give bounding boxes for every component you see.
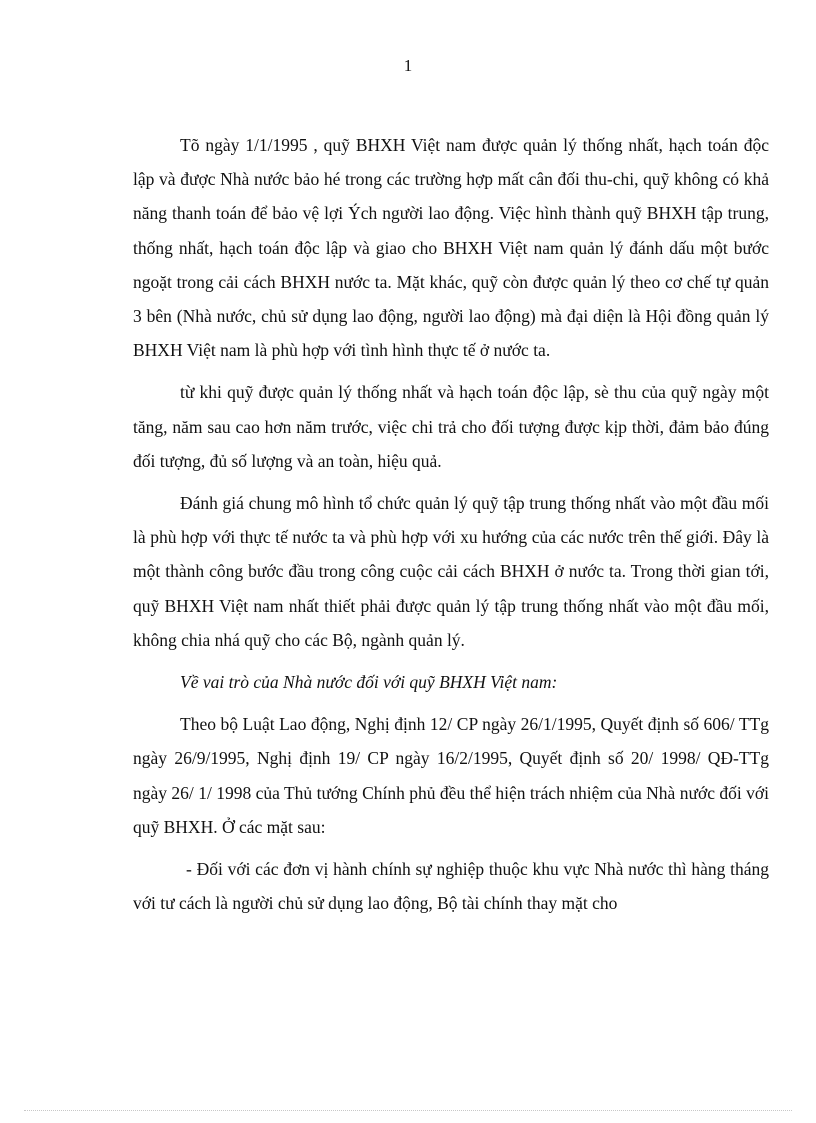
paragraph-model-assessment: Đánh giá chung mô hình tổ chức quản lý quỹ tập trung thống nhất vào một đầu mối là phù hợp với thực tế nước ta và phù hợp với xu hướng của các nước trên thế giới. Đây là một thành công bước đầu trong công cuộc cải cách BHXH ở nước ta. Trong thời gian tới, quỹ BHXH Việt nam nhất thiết phải được quản lý tập trung thống nhất vào một đầu mối, không chia nhá quỹ cho các Bộ, ngành quản lý. (133, 493, 769, 650)
paragraph-fund-revenue: từ khi quỹ được quản lý thống nhất và hạch toán độc lập, sè thu của quỹ ngày một tăng, năm sau cao hơn năm trước, việc chi trả cho đối tượng được kịp thời, đảm bảo đúng đối tượng, đủ số lượng và an toàn, hiệu quả. (133, 382, 769, 471)
bullet-item-public-units: - Đối với các đơn vị hành chính sự nghiệp thuộc khu vực Nhà nước thì hàng tháng với tư cách là người chủ sử dụng lao động, Bộ tài chính thay mặt cho (133, 859, 769, 914)
paragraph-fund-management: Tõ ngày 1/1/1995 , quỹ BHXH Việt nam được quản lý thống nhất, hạch toán độc lập và được Nhà nước bảo hé trong các trường hợp mất cân đối thu-chi, quỹ không có khả năng thanh toán để bảo vệ lợi Ých người lao động. Việc hình thành quỹ BHXH tập trung, thống nhất, hạch toán độc lập và giao cho BHXH Việt nam quản lý đánh dấu một bước ngoặt trong cải cách BHXH nước ta. Mặt khác, quỹ còn được quản lý theo cơ chế tự quản 3 bên (Nhà nước, chủ sử dụng lao động, người lao động) mà đại diện là Hội đồng quản lý BHXH Việt nam là phù hợp với tình hình thực tế ở nước ta. (133, 135, 769, 361)
page-bottom-divider (24, 1110, 792, 1111)
section-heading-state-role: Về vai trò của Nhà nước đối với quỹ BHXH Việt nam: (180, 672, 558, 693)
paragraph-legal-basis: Theo bộ Luật Lao động, Nghị định 12/ CP ngày 26/1/1995, Quyết định số 606/ TTg ngày 26/9/1995, Nghị định 19/ CP ngày 16/2/1995, Quyết định số 20/ 1998/ QĐ-TTg ngày 26/ 1/ 1998 của Thủ tướng Chính phủ đều thể hiện trách nhiệm của Nhà nước đối với quỹ BHXH. Ở các mặt sau: (133, 714, 769, 837)
document-body (133, 128, 769, 928)
page-number: 1 (403, 56, 413, 75)
